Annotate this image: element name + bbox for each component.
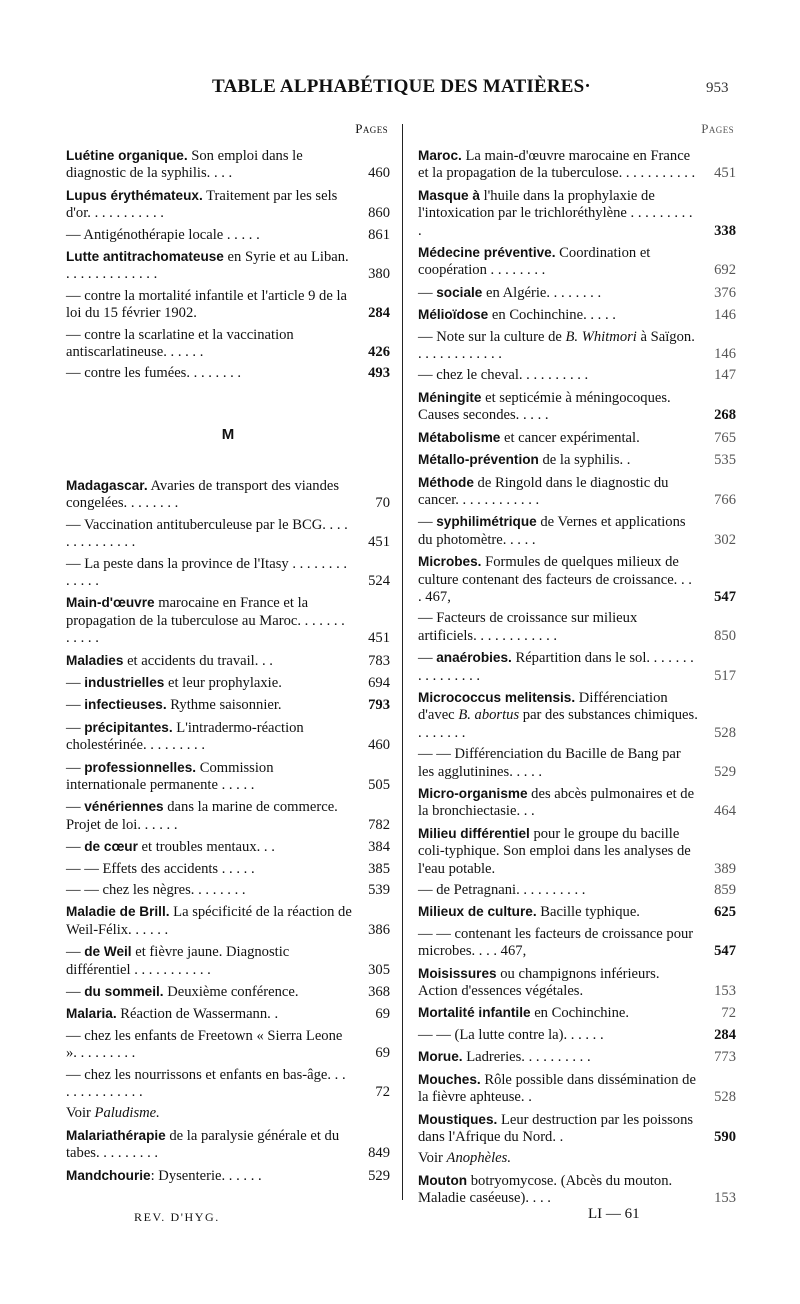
entry-text: Mouches. Rôle possible dans dissémination de la fièvre aphteuse. . [418,1071,696,1106]
entry-page-number: 505 [368,776,390,793]
entry-page-number: 528 [714,724,736,741]
entry-page-number: 376 [714,284,736,301]
index-entry [418,1004,736,1022]
index-entry [66,719,390,755]
entry-page-number: 451 [368,630,390,647]
index-entry [66,983,390,1001]
index-entry [66,248,390,284]
entry-text: Mélioïdose en Cochinchine. . . . . [418,307,616,324]
left-column [66,120,390,1189]
entry-text: — de Petragnani. . . . . . . . . . [418,882,586,899]
left-entries-m [66,477,390,1185]
index-entry [66,903,390,939]
entry-text: Luétine organique. Son emploi dans le diagnostic de la syphilis. . . . [66,148,303,182]
right-entries [418,147,736,1208]
index-entry [66,365,390,382]
entry-text: Morue. Ladreries. . . . . . . . . . [418,1049,591,1066]
entry-text: Maladie de Brill. La spécificité de la réaction de Weil-Félix. . . . . . [66,904,352,938]
index-entry [66,882,390,899]
index-entry [418,689,736,742]
journal-abbreviation: REV. D'HYG. [134,1210,220,1224]
entry-page-number: 765 [714,429,736,446]
entry-text: Méthode de Ringold dans le diagnostic du cancer. . . . . . . . . . . . [418,474,669,508]
entry-page-number: 385 [368,860,390,877]
index-entry [66,1127,390,1163]
index-entry [66,147,390,183]
entry-text: Voir Anophèles. [418,1150,511,1167]
entry-page-number: 493 [368,365,390,382]
entry-text: Moustiques. Leur destruction par les poissons dans l'Afrique du Nord. . [418,1111,694,1145]
entry-page-number: 380 [368,266,390,283]
index-entry [66,861,390,878]
entry-page-number: 72 [721,1005,736,1022]
entry-page-number: 861 [368,226,390,243]
entry-text: Microbes. Formules de quelques milieux de culture contenant des facteurs de croissance. . . . 467, [418,554,692,605]
right-column [418,120,736,1212]
entry-page-number: 590 [714,1128,736,1145]
index-entry [418,329,736,364]
entry-text: — industrielles et leur prophylaxie. [66,674,282,691]
entry-page-number: 517 [714,667,736,684]
entry-page-number: 766 [714,491,736,508]
index-entry [418,284,736,302]
column-divider [402,124,403,1200]
index-entry [66,288,390,323]
entry-text: Main-d'œuvre marocaine en France et la propagation de la tuberculose au Maroc. . . . . . . . . . . . [66,595,345,647]
entry-text: Milieu différentiel pour le groupe du bacille coli-typhique. Son emploi dans les analyses de l'eau potable. [418,825,691,877]
entry-text: — Antigénothérapie locale . . . . . [66,226,260,243]
index-entry [66,1028,390,1063]
entry-page-number: 529 [368,1167,390,1184]
entry-text: Micrococcus melitensis. Différenciation d'avec B. abortus par des substances chimiques. . . . . . . . [418,689,698,741]
section-letter: M [221,426,235,444]
index-entry [418,785,736,821]
entry-text: — de cœur et troubles mentaux. . . [66,839,275,856]
entry-page-number: 386 [368,921,390,938]
entry-text: — chez les enfants de Freetown « Sierra Leone ». . . . . . . . . [66,1027,343,1062]
volume-signature: LI — 61 [588,1206,640,1222]
index-entry [418,1071,736,1107]
index-entry [66,594,390,647]
entry-page-number: 782 [368,816,390,833]
page-footer [0,1206,800,1230]
entry-text: — Vaccination antituberculeuse par le BCG. . . . . . . . . . . . . . [66,516,348,551]
index-entry [66,696,390,714]
entry-text: — syphilimétrique de Vernes et applications du photomètre. . . . . [418,514,686,548]
entry-text: Mouton botryomycose. (Abcès du mouton. Maladie caséeuse). . . . [418,1172,673,1207]
entry-text: Madagascar. Avaries de transport des viandes congelées. . . . . . . . [66,477,340,512]
index-entry [418,451,736,469]
entry-page-number: 146 [714,346,736,363]
entry-text: Médecine préventive. Coordination et coopération . . . . . . . . [418,245,651,279]
entry-page-number: 338 [714,222,736,239]
entry-page-number: 529 [714,763,736,780]
index-entry [66,674,390,692]
entry-text: Métabolisme et cancer expérimental. [418,429,640,446]
entry-page-number: 460 [368,165,390,182]
entry-text: — — Différenciation du Bacille de Bang par les agglutinines. . . . . [418,746,681,780]
entry-page-number: 694 [368,674,390,691]
index-entry [418,187,736,240]
entry-page-number: 146 [714,307,736,324]
entry-text: — vénériennes dans la marine de commerce. Projet de loi. . . . . . [66,799,338,833]
index-entry [418,306,736,324]
index-entry [66,556,390,591]
entry-page-number: 535 [714,452,736,469]
entry-text: — du sommeil. Deuxième conférence. [66,984,299,1001]
entry-page-number: 72 [375,1084,390,1101]
entry-text: — anaérobies. Répartition dans le sol. . . . . . . . . . . . . . . . [418,650,694,684]
entry-text: — précipitantes. L'intradermo-réaction cholestérinée. . . . . . . . . [66,719,304,754]
index-entry [418,926,736,961]
entry-text: Méningite et septicémie à méningocoques. Causes secondes. . . . . [418,389,671,424]
entry-text: — contre les fumées. . . . . . . . [66,365,242,382]
entry-page-number: 464 [714,803,736,820]
entry-page-number: 539 [368,882,390,898]
entry-text: — — Effets des accidents . . . . . [66,860,255,877]
index-entry [418,825,736,878]
index-entry [66,759,390,795]
entry-page-number: 783 [368,652,390,669]
entry-page-number: 849 [368,1145,390,1162]
entry-text: Lupus érythémateux. Traitement par les sels d'or. . . . . . . . . . . [66,187,338,222]
index-entry [66,327,390,362]
entry-page-number: 384 [368,839,390,856]
entry-text: — Note sur la culture de B. Whitmori à Saïgon. . . . . . . . . . . . . [418,328,695,363]
entry-text: — La peste dans la province de l'Itasy . . . . . . . . . . . . . [66,555,348,589]
entry-page-number: 147 [714,367,736,384]
entry-text: Malaria. Réaction de Wassermann. . [66,1006,279,1023]
entry-page-number: 389 [714,860,736,877]
entry-text: Maroc. La main-d'œuvre marocaine en France et la propagation de la tuberculose. . . . . . . . . . . [418,148,696,182]
entry-page-number: 451 [368,534,390,551]
index-entry [66,227,390,244]
entry-page-number: 70 [375,495,390,512]
pages-column-label: Pages [701,121,734,136]
entry-text: Maladies et accidents du travail. . . [66,652,273,669]
entry-text: Voir Paludisme. [66,1105,160,1122]
index-entry [418,429,736,447]
index-entry [418,367,736,384]
index-entry [418,553,736,606]
index-entry [418,649,736,685]
entry-page-number: 153 [714,983,736,1000]
entry-page-number: 547 [714,943,736,960]
entry-text: Micro-organisme des abcès pulmonaires et de la bronchiectasie. . . [418,786,695,820]
index-entry [418,1048,736,1066]
index-entry [66,838,390,856]
index-entry [66,477,390,513]
index-entry [66,652,390,670]
entry-text: Métallo-prévention de la syphilis. . [418,452,631,469]
index-entry [66,187,390,223]
entry-page-number: 850 [714,627,736,644]
entry-page-number: 153 [714,1190,736,1207]
index-entry [66,517,390,552]
index-entry [418,389,736,425]
index-entry [418,610,736,645]
entry-page-number: 69 [375,1045,390,1062]
entry-text: — sociale en Algérie. . . . . . . . [418,284,602,301]
index-entry [66,1067,390,1102]
index-entry [66,943,390,979]
entry-page-number: 860 [368,205,390,222]
entry-page-number: 302 [714,531,736,548]
entry-page-number: 69 [375,1006,390,1023]
index-entry [418,1172,736,1208]
entry-page-number: 692 [714,262,736,279]
index-entry [418,1027,736,1044]
entry-text: — chez le cheval. . . . . . . . . . [418,367,589,384]
entry-text: Milieux de culture. Bacille typhique. [418,904,640,921]
entry-text: — professionnelles. Commission internationale permanente . . . . . [66,759,274,793]
entry-page-number: 426 [368,344,390,361]
entry-page-number: 451 [714,165,736,182]
entry-page-number: 773 [714,1049,736,1066]
entry-page-number: 460 [368,737,390,754]
index-entry [418,882,736,899]
index-entry [66,1167,390,1185]
entry-page-number: 528 [714,1089,736,1106]
entry-page-number: 268 [714,407,736,424]
index-entry [66,798,390,834]
entry-text: — contre la scarlatine et la vaccination antiscarlatineuse. . . . . . [66,326,294,361]
page-title: TABLE ALPHABÉTIQUE DES MATIÈRES· [212,76,591,97]
entry-text: Mandchourie: Dysenterie. . . . . . [66,1167,262,1184]
entry-page-number: 859 [714,882,736,899]
index-entry [418,746,736,781]
entry-text: — infectieuses. Rythme saisonnier. [66,697,282,714]
entry-text: — contre la mortalité infantile et l'article 9 de la loi du 15 février 1902. [66,287,348,322]
entry-page-number: 284 [714,1026,736,1043]
entry-text: Mortalité infantile en Cochinchine. [418,1005,630,1022]
entry-text: — — chez les nègres. . . . . . . . [66,882,246,898]
index-entry [418,1150,736,1167]
entry-text: Malariathérapie de la paralysie générale et du tabes. . . . . . . . . [66,1127,340,1162]
entry-page-number: 524 [368,572,390,589]
entry-page-number: 625 [714,904,736,921]
index-entry [418,965,736,1001]
index-entry [418,244,736,280]
entry-text: Masque à l'huile dans la prophylaxie de l'intoxication par le trichloréthylène . . . . . . . . . . [418,187,693,239]
entry-text: — — (La lutte contre la). . . . . . [418,1026,604,1043]
index-entry [418,1111,736,1147]
index-entry [66,1105,390,1122]
left-entries-l [66,147,390,383]
entry-text: — de Weil et fièvre jaune. Diagnostic différentiel . . . . . . . . . . . [66,944,290,978]
entry-text: — Facteurs de croissance sur milieux artificiels. . . . . . . . . . . . [418,610,638,644]
index-entry [418,147,736,183]
entry-text: — chez les nourrissons et enfants en bas-âge. . . . . . . . . . . . . . [66,1066,346,1101]
pages-column-label: Pages [355,121,388,136]
entry-page-number: 793 [368,697,390,714]
index-entry [418,474,736,510]
entry-page-number: 284 [368,305,390,322]
index-entry [418,513,736,549]
entry-text: Moisissures ou champignons inférieurs. Action d'essences végétales. [418,965,660,1000]
entry-text: Lutte antitrachomateuse en Syrie et au Liban. . . . . . . . . . . . . . [66,249,349,283]
page-number: 953 [706,80,729,96]
page-header [0,74,800,104]
entry-text: — — contenant les facteurs de croissance pour microbes. . . . 467, [418,925,694,960]
entry-page-number: 547 [714,588,736,605]
index-entry [418,903,736,921]
entry-page-number: 305 [368,961,390,978]
entry-page-number: 368 [368,984,390,1001]
index-entry [66,1005,390,1023]
